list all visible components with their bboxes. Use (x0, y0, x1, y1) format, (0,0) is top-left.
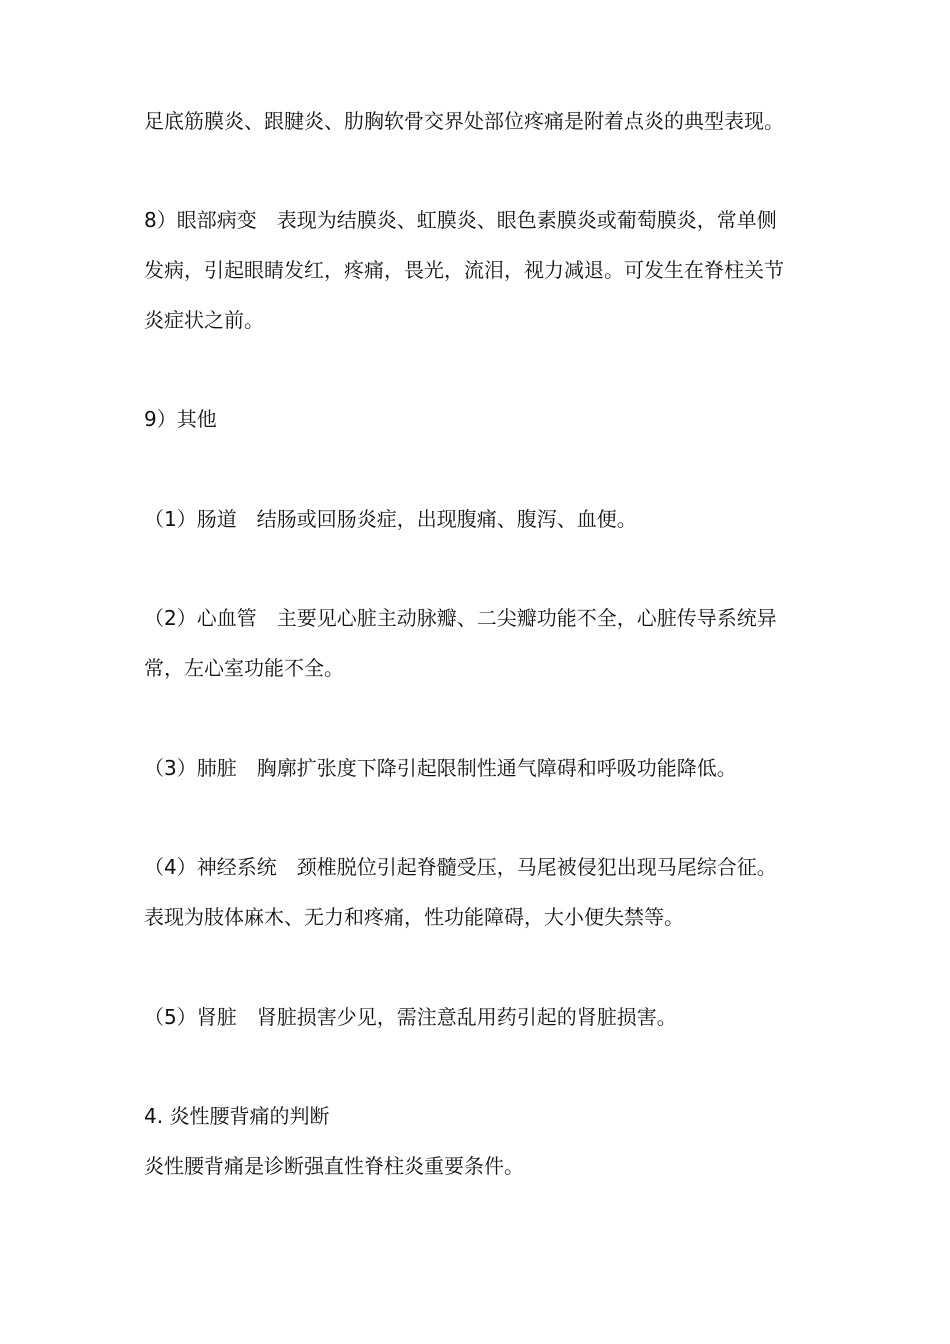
section-heading-other: 9）其他 (144, 407, 217, 431)
text-line-eye-heading: 8）眼部病变 表现为结膜炎、虹膜炎、眼色素膜炎或葡萄膜炎，常单侧 (144, 208, 777, 232)
text-line-lung: （3）肺脏 胸廓扩张度下降引起限制性通气障碍和呼吸功能降低。 (144, 756, 737, 780)
text-line-cardio-cont: 常，左心室功能不全。 (144, 656, 344, 680)
text-line-eye-end: 炎症状之前。 (144, 308, 264, 332)
text-line-enthesitis: 足底筋膜炎、跟腱炎、肋胸软骨交界处部位疼痛是附着点炎的典型表现。 (144, 109, 784, 133)
text-line-nervous-cont: 表现为肢体麻木、无力和疼痛，性功能障碍，大小便失禁等。 (144, 905, 684, 929)
text-line-nervous: （4）神经系统 颈椎脱位引起脊髓受压，马尾被侵犯出现马尾综合征。 (144, 855, 777, 879)
text-line-back-pain: 炎性腰背痛是诊断强直性脊柱炎重要条件。 (144, 1154, 524, 1178)
text-line-intestine: （1）肠道 结肠或回肠炎症，出现腹痛、腹泻、血便。 (144, 507, 637, 531)
text-line-eye-cont: 发病，引起眼睛发红，疼痛，畏光，流泪，视力减退。可发生在脊柱关节 (144, 258, 784, 282)
text-line-kidney: （5）肾脏 肾脏损害少见，需注意乱用药引起的肾脏损害。 (144, 1005, 677, 1029)
section-heading-back-pain: 4. 炎性腰背痛的判断 (144, 1104, 330, 1128)
text-line-cardio: （2）心血管 主要见心脏主动脉瓣、二尖瓣功能不全，心脏传导系统异 (144, 606, 777, 630)
